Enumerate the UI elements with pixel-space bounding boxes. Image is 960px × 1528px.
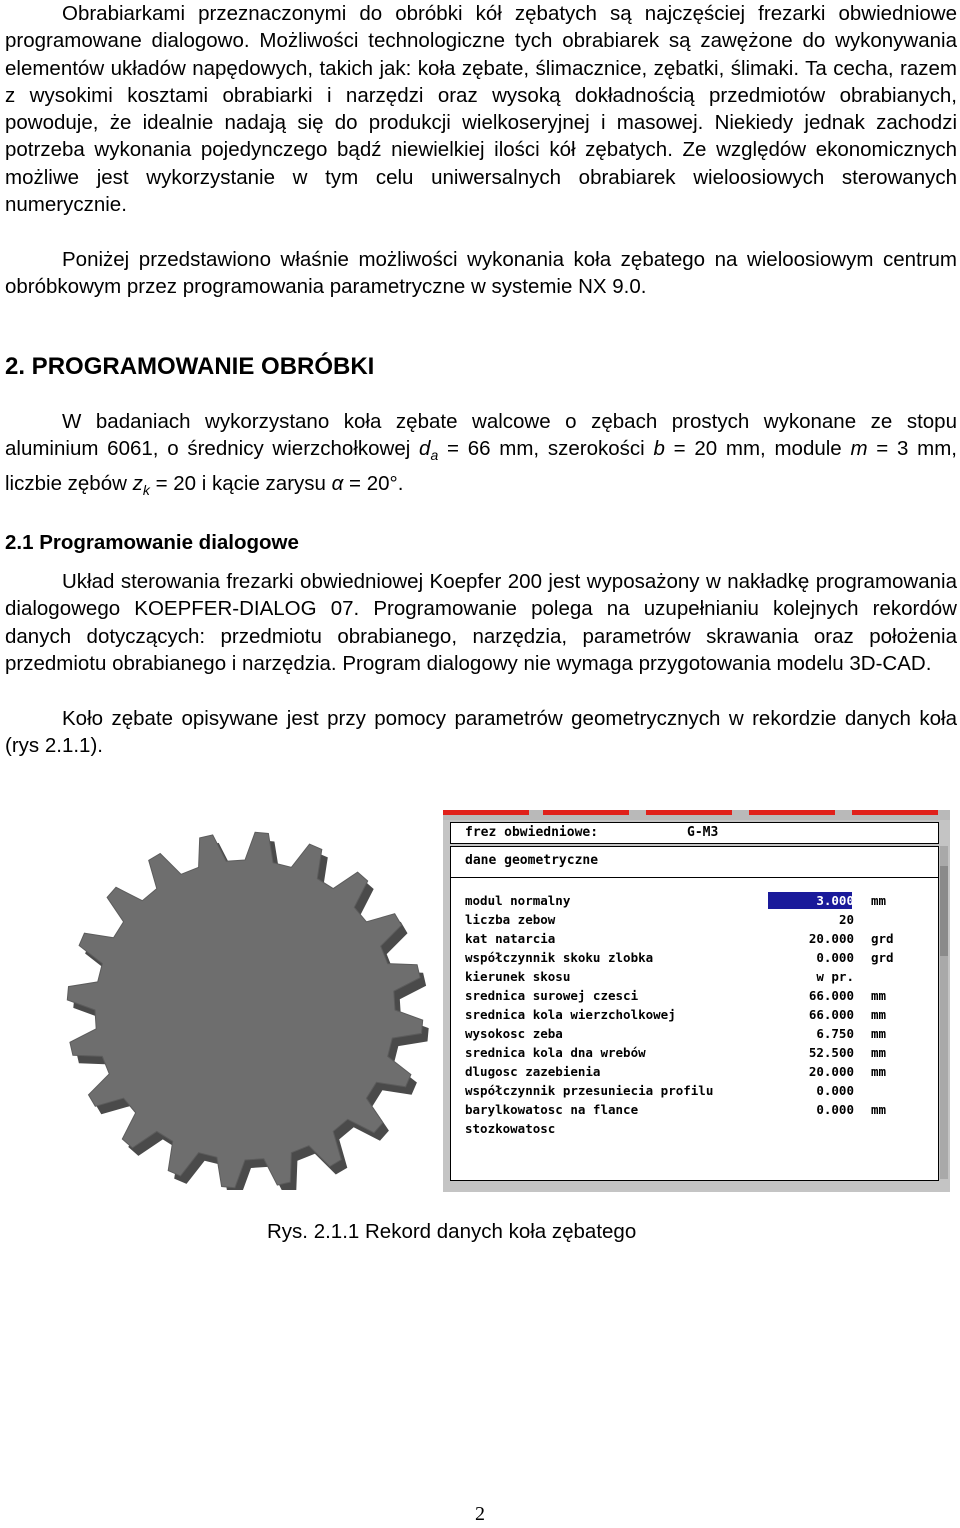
parameter-label: liczba zebow (465, 912, 556, 927)
parameter-row[interactable] (451, 1043, 938, 1062)
parameter-value[interactable]: 66.000 (808, 988, 854, 1003)
parameter-unit: mm (871, 1007, 887, 1022)
parameter-row[interactable] (451, 1119, 938, 1138)
parameter-unit: grd (871, 950, 894, 965)
parameter-label: srednica surowej czesci (465, 988, 639, 1003)
parameter-row[interactable] (451, 929, 938, 948)
section-2-1-heading: 2.1 Programowanie dialogowe (5, 531, 299, 554)
hob-value: G-M3 (687, 825, 719, 840)
parameter-list (451, 891, 938, 1138)
parameter-unit: mm (871, 1064, 887, 1079)
parameter-row[interactable] (451, 1081, 938, 1100)
parameter-label: srednica kola wierzcholkowej (465, 1007, 676, 1022)
parameter-row[interactable] (451, 910, 938, 929)
dialog-scrollbar[interactable] (940, 846, 948, 1179)
parameter-label: modul normalny (465, 893, 571, 908)
intro-paragraph-2: Poniżej przedstawiono właśnie możliwości wykonania koła zębatego na wieloosiowym centrum obróbkowym przez programowania parametryczne w systemie NX 9.0. (5, 248, 957, 299)
parameter-row[interactable] (451, 986, 938, 1005)
parameter-value[interactable]: 0.000 (816, 1102, 854, 1117)
hob-label: frez obwiedniowe: (465, 825, 599, 840)
section-2-heading: 2. PROGRAMOWANIE OBRÓBKI (5, 353, 375, 380)
parameter-label: wysokosc zeba (465, 1026, 563, 1041)
figure-caption: Rys. 2.1.1 Rekord danych koła zębatego (267, 1220, 637, 1243)
parameter-label: współczynnik skoku zlobka (465, 950, 654, 965)
geometry-data-panel (450, 846, 939, 1181)
parameter-value[interactable]: 20.000 (808, 931, 854, 946)
panel-divider (451, 877, 938, 878)
parameter-unit: mm (871, 988, 887, 1003)
parameter-row[interactable] (451, 1100, 938, 1119)
dialog-top-bar (443, 810, 950, 820)
parameter-label: srednica kola dna wrebów (465, 1045, 646, 1060)
parameter-unit: mm (871, 1102, 887, 1117)
section-2-paragraph: W badaniach wykorzystano koła zębate walcowe o zębach prostych wykonane ze stopu aluminium 6061, o średnicy wierzchołkowej $d_a = 66$ mm, szerokości b = 20 mm, module m = 3 mm, liczbie zębów $z_k = 20$ i kącie zarysu α = 20°. (5, 410, 957, 498)
panel-title: dane geometryczne (465, 853, 599, 868)
parameter-value[interactable]: 20.000 (808, 1064, 854, 1079)
page-number: 2 (475, 1503, 485, 1525)
koepfer-dialog-screen (443, 810, 950, 1192)
parameter-label: stozkowatosc (465, 1121, 556, 1136)
parameter-row[interactable] (451, 891, 938, 910)
parameter-value[interactable]: w pr. (816, 969, 854, 984)
parameter-value[interactable]: 52.500 (808, 1045, 854, 1060)
intro-paragraph-1: Obrabiarkami przeznaczonymi do obróbki kół zębatych są najczęściej frezarki obwiedniowe programowane dialogowo. Możliwości technologiczne tych obrabiarek są zawężone do wykonywania elementów układów napędowych, takich jak: koła zębate, ślimacznice, zębatki, ślimaki. Ta cecha, razem z wysokimi kosztami obrabiarki i narzędzi oraz wysoką dokładnością przedmiotów obrabianych, powoduje, że idealnie nadają się do produkcji wielkoseryjnej i masowej. Niekiedy jednak zachodzi potrzeba wykonania pojedynczego bądź niewielkiej ilości kół zębatych. Ze względów ekonomicznych możliwe jest wykorzystanie w tym celu uniwersalnych obrabiarek wieloosiowych sterowanych numerycznie. (5, 2, 957, 217)
parameter-unit: mm (871, 1045, 887, 1060)
scrollbar-thumb[interactable] (940, 866, 948, 956)
parameter-label: kierunek skosu (465, 969, 571, 984)
parameter-value[interactable]: 66.000 (808, 1007, 854, 1022)
parameter-value[interactable]: 3.000 (816, 893, 854, 908)
parameter-value[interactable]: 20 (838, 912, 854, 927)
section-2-1-paragraph-1: Układ sterowania frezarki obwiedniowej Koepfer 200 jest wyposażony w nakładkę programowania dialogowego KOEPFER-DIALOG 07. Programowanie polega na uzupełnianiu kolejnych rekordów danych dotyczących: przedmiotu obrabianego, narzędzia, parametrów skrawania oraz położenia przedmiotu obrabianego i narzędzia. Program dialogowy nie wymaga przygotowania modelu 3D-CAD. (5, 570, 957, 675)
red-indicator (749, 810, 835, 815)
parameter-unit: mm (871, 893, 887, 908)
parameter-row[interactable] (451, 1005, 938, 1024)
parameter-label: kat natarcia (465, 931, 556, 946)
red-indicator (543, 810, 629, 815)
parameter-value[interactable]: 6.750 (816, 1026, 854, 1041)
section-2-1-paragraph-2: Koło zębate opisywane jest przy pomocy parametrów geometrycznych w rekordzie danych koła (rys 2.1.1). (5, 707, 957, 758)
red-indicator (852, 810, 938, 815)
parameter-unit: grd (871, 931, 894, 946)
parameter-row[interactable] (451, 1062, 938, 1081)
red-indicator (443, 810, 529, 815)
dialog-header-row (450, 822, 939, 844)
parameter-label: barylkowatosc na flance (465, 1102, 639, 1117)
parameter-value[interactable]: 0.000 (816, 1083, 854, 1098)
parameter-row[interactable] (451, 1024, 938, 1043)
parameter-row[interactable] (451, 967, 938, 986)
parameter-unit: mm (871, 1026, 887, 1041)
spur-gear-illustration (60, 820, 430, 1190)
parameter-value[interactable]: 0.000 (816, 950, 854, 965)
parameter-label: współczynnik przesuniecia profilu (465, 1083, 714, 1098)
gear-image (60, 820, 430, 1190)
red-indicator (646, 810, 732, 815)
parameter-label: dlugosc zazebienia (465, 1064, 601, 1079)
parameter-row[interactable] (451, 948, 938, 967)
